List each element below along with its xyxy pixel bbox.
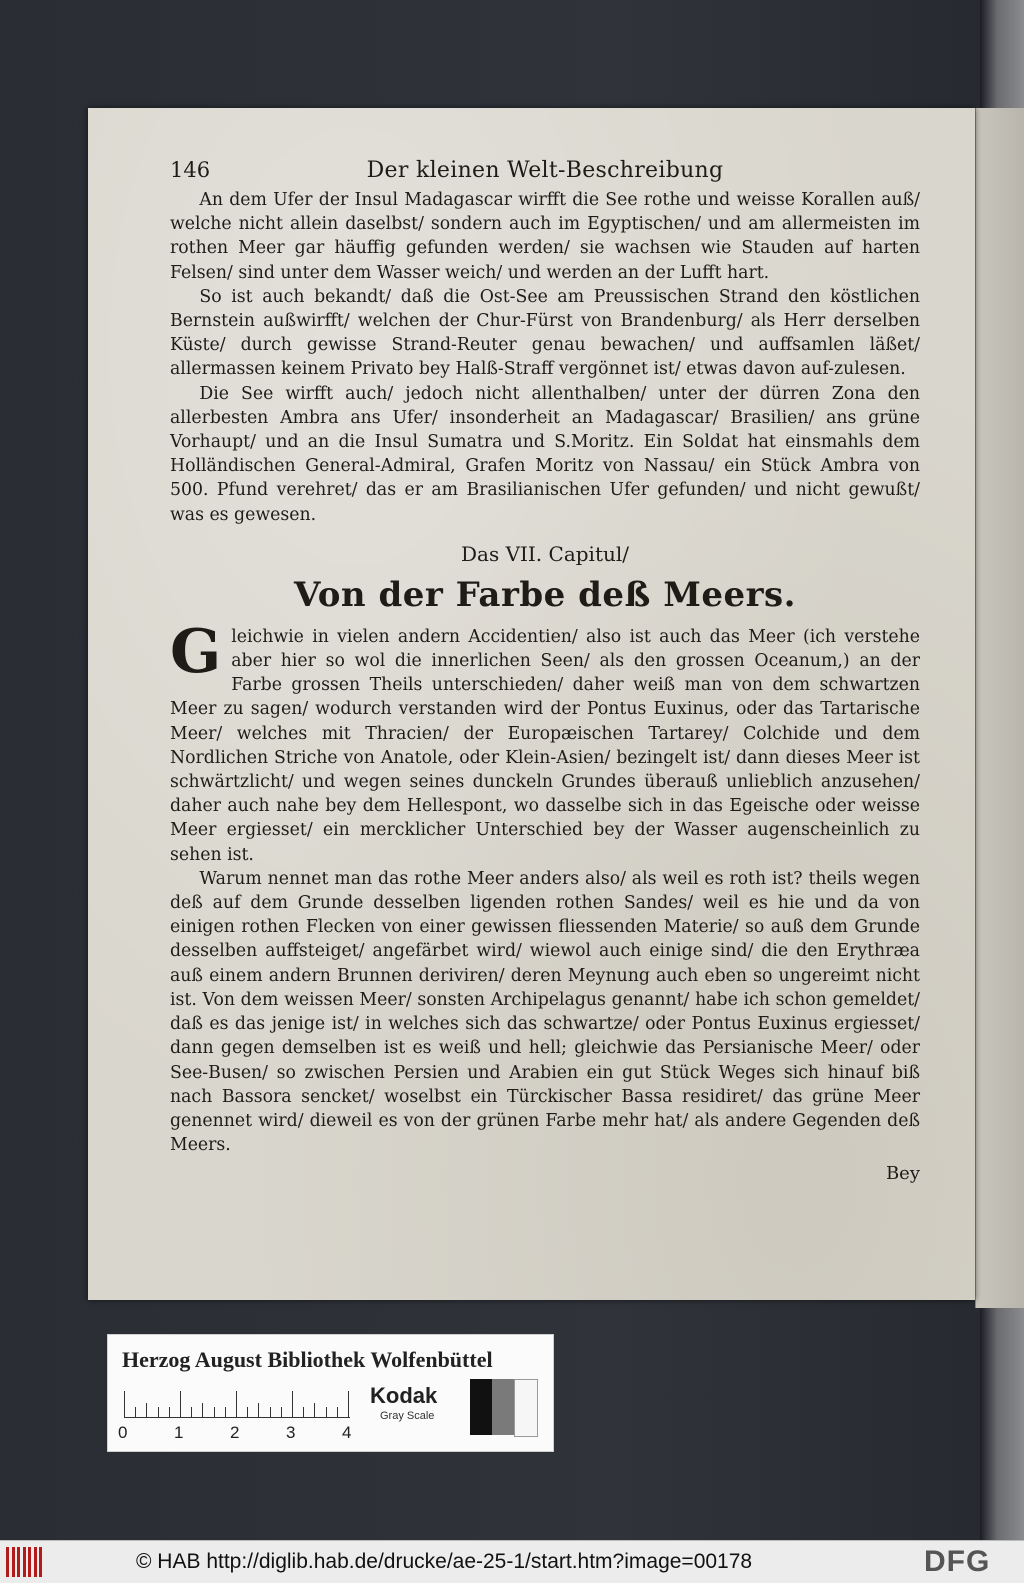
paragraph-korallen: An dem Ufer der Insul Madagascar wirfft die See rothe und weisse Korallen auß/ welche nicht allein daselbst/ sondern auch im Egyptischen/ und am allermeisten im rothen Meer gar häuffig gefunden werden/ sie wachsen wie Stauden auf harten Felsen/ sind unter dem Wasser weich/ und werden an der Lufft hart. xyxy=(170,190,920,283)
institution-name: Herzog August Bibliothek Wolfenbüttel xyxy=(122,1347,493,1372)
page-number: 146 xyxy=(170,158,211,182)
scale-numbers xyxy=(118,1423,358,1443)
scale-number-2: 2 xyxy=(230,1423,240,1442)
scale-ruler xyxy=(124,1391,350,1418)
page-header xyxy=(170,158,920,186)
gray-swatch-mid xyxy=(492,1379,514,1435)
drop-cap-initial: G xyxy=(170,616,222,687)
paragraph-chapter-second: Warum nennet man das rothe Meer anders also/ als weil es roth ist? theils wegen deß auf dem Grunde desselben ligenden rothen Sandes/ weil es hie und da von einigen rothen Flecken von einer gewissen fliessenden Materie/ so auß dem Grunde desselben auffsteiget/ angefärbet wird/ wiewol auch einige sind/ die den Erythræa auß einem andern Brunnen deriviren/ deren Meynung auch eben so ungereimt nicht ist. Von dem weissen Meer/ sonsten Archipelagus genannt/ habe ich schon gemeldet/ daß es das jenige ist/ in welches sich das schwartze/ oder Pontus Euxinus ergiesset/ dann gegen demselben ist es weiß und hell; gleichwie das Persianische Meer/ oder See-Busen/ so zwischen Persien und Arabien ein gut Stück Weges sich hinauf biß nach Bassora sencket/ woselbst ein Türckischer Bassa residiret/ das grüne Meer genennet wird/ dieweil es von der grünen Farbe mehr hat/ als andere Gegenden deß Meers. xyxy=(170,868,920,1156)
paragraph-ambra: Die See wirfft auch/ jedoch nicht allenthalben/ unter der dürren Zona den allerbesten Ambra ans Ufer/ insonderheit an Madagascar/ Brasilien/ ans grüne Vorhaupt/ und an die Insul Sumatra und S.Moritz. Ein Soldat hat einsmahls dem Holländischen General-Admiral, Grafen Moritz von Nassau/ ein Stück Ambra von 500. Pfund verehret/ das er am Brasilianischen Ufer gefunden/ und nicht gewußt/ was es gewesen. xyxy=(170,383,920,525)
paragraph-bernstein: So ist auch bekandt/ daß die Ost-See am Preussischen Strand den köstlichen Bernstein außwirfft/ welchen der Chur-Fürst von Brandenburg/ als Herr derselben Küste/ durch gewisse Strand-Reuter genau bewachen/ und auffsamlen läßet/ allermassen keinem Privato bey Halß-Straff vergönnet ist/ etwas davon auf-zulesen. xyxy=(170,286,920,380)
book-page xyxy=(88,108,975,1300)
footer-bar xyxy=(0,1540,1024,1583)
scale-number-0: 0 xyxy=(118,1423,128,1442)
kodak-logo: Kodak xyxy=(370,1383,438,1408)
scale-number-1: 1 xyxy=(174,1423,184,1442)
running-head: Der kleinen Welt-Beschreibung xyxy=(366,158,724,183)
paragraph-chapter-first-text: leichwie in vielen andern Accidentien/ also ist auch das Meer (ich verstehe aber hier so wol die innerlichen Seen/ als den grossen Oceanum,) an der Farbe grossen Theils unterschieden/ daher weiß man von dem schwartzen Meer zu sagen/ wodurch verstanden wird der Pontus Euxinus, oder das Tartarische Meer/ welches mit Thracien/ der Europæischen Tartarey/ Colchide und dem Nordlichen Striche von Anatole, oder Klein-Asien/ bezingelt ist/ dann dieses Meer ist schwärtzlicht/ und wegen seines dunckeln Grundes überauß unlieblich anzusehen/ daher auch nahe bey dem Hellespont, wo dasselbe sich in das Egeische oder weisse Meer ergiesset/ ein mercklicher Unterschied bey der Wasser augenscheinlich zu sehen ist. xyxy=(170,626,920,865)
gray-scale-label: Gray Scale xyxy=(380,1410,435,1422)
chapter-label: Das VII. Capitul/ xyxy=(460,541,630,566)
paragraph-chapter-first xyxy=(170,616,920,867)
color-calibration-target xyxy=(107,1334,554,1452)
gray-swatch-black xyxy=(470,1379,492,1435)
hab-barcode-logo-icon xyxy=(6,1547,46,1577)
gray-swatch-white xyxy=(514,1379,538,1437)
copyright-url: © HAB http://diglib.hab.de/drucke/ae-25-1/start.htm?image=00178 xyxy=(136,1550,753,1573)
scale-number-4: 4 xyxy=(342,1423,352,1442)
catchword: Bey xyxy=(885,1163,920,1185)
scale-number-3: 3 xyxy=(286,1423,296,1442)
dfg-logo: DFG xyxy=(924,1545,991,1578)
page-text-block xyxy=(170,158,920,1184)
chapter-title: Von der Farbe deß Meers. xyxy=(294,574,796,615)
next-leaf-edge xyxy=(975,108,1024,1308)
